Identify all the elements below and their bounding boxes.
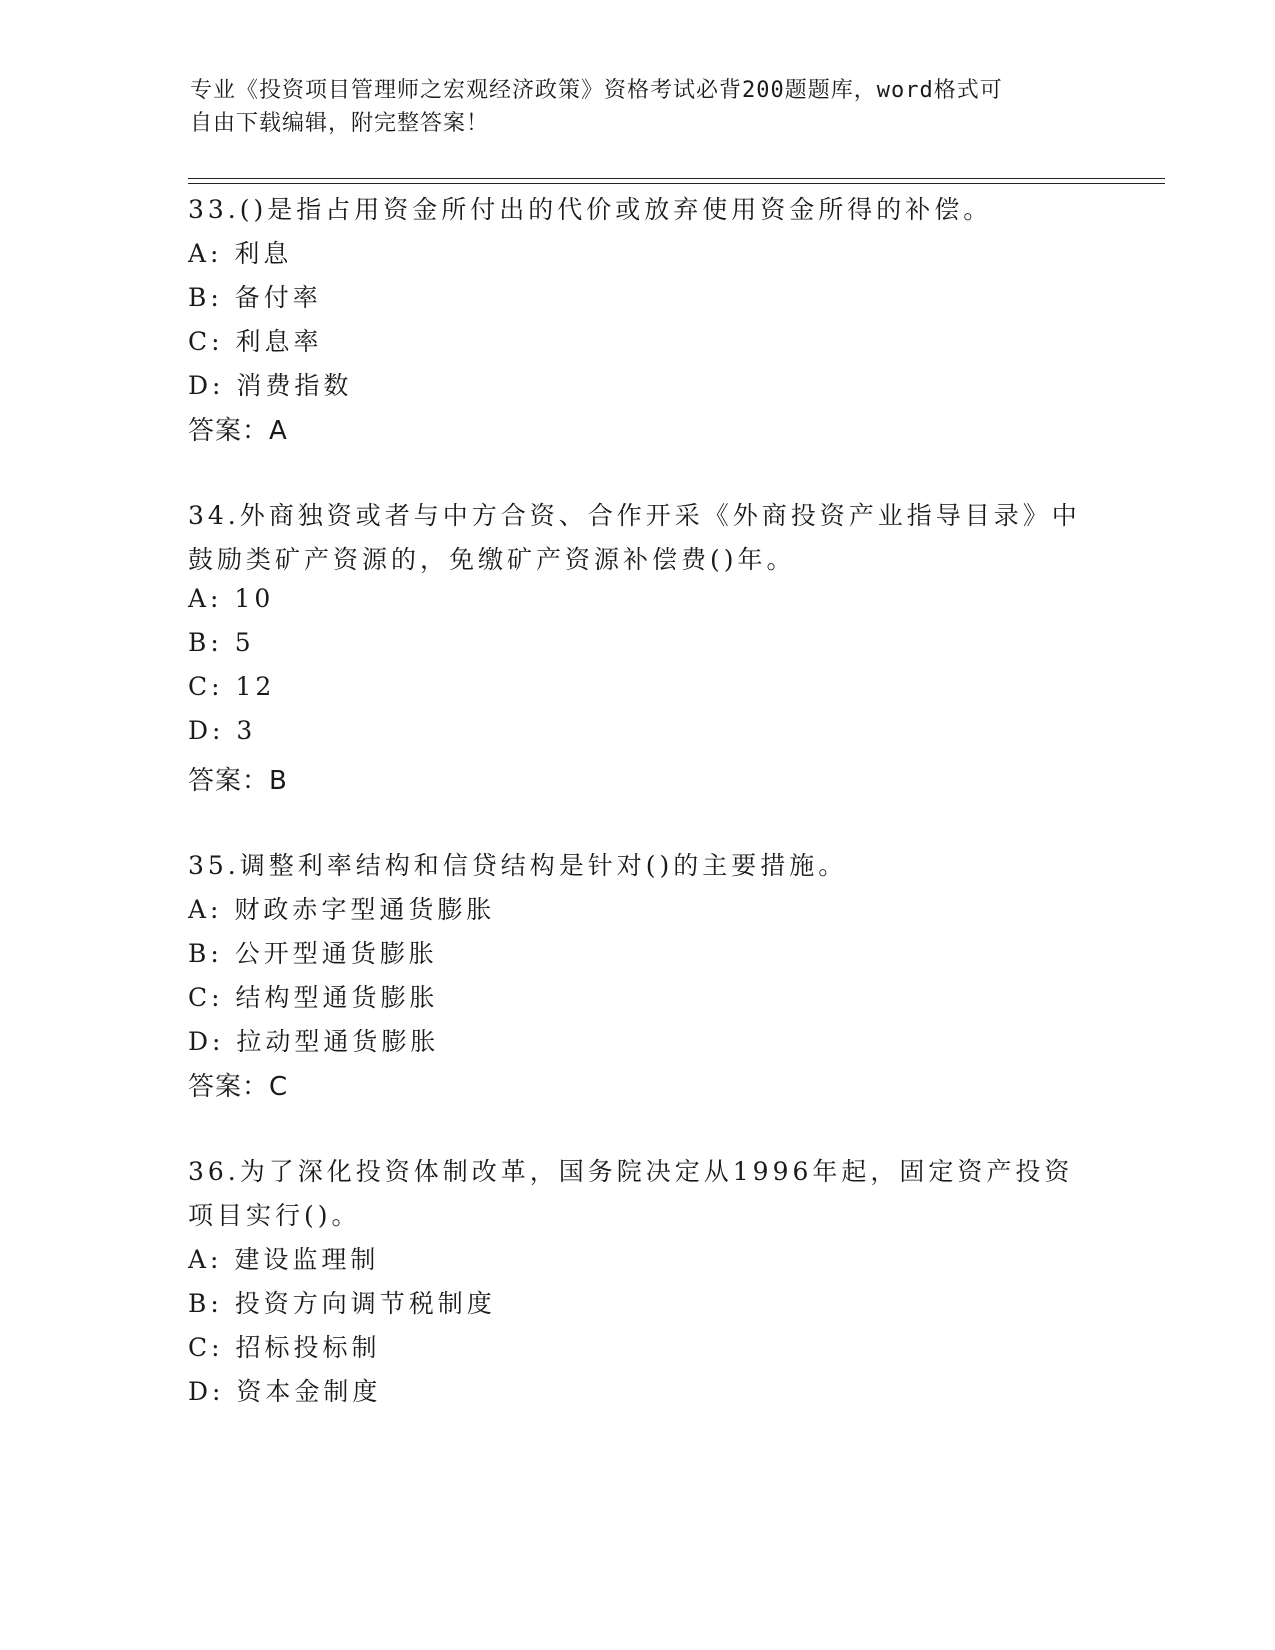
question-35-option-c: C: 结构型通货膨胀: [188, 983, 439, 1012]
question-35-option-a: A: 财政赤字型通货膨胀: [188, 895, 496, 924]
question-34-answer: 答案：B: [188, 766, 288, 796]
question-36-text-line-2: 项目实行()。: [188, 1201, 361, 1230]
question-34-text-line-2: 鼓励类矿产资源的，免缴矿产资源补偿费()年。: [188, 545, 796, 574]
question-36-option-a: A: 建设监理制: [188, 1245, 380, 1274]
header-line-2: 自由下载编辑，附完整答案！: [190, 111, 490, 136]
question-34-option-a: A: 10: [188, 584, 275, 613]
question-33-option-c: C: 利息率: [188, 327, 323, 356]
question-34-text-line-1: 34.外商独资或者与中方合资、合作开采《外商投资产业指导目录》中: [188, 501, 1081, 530]
question-36-option-c: C: 招标投标制: [188, 1333, 381, 1362]
question-34-option-c: C: 12: [188, 672, 276, 701]
question-36-option-d: D: 资本金制度: [188, 1377, 382, 1406]
question-33-option-d: D: 消费指数: [188, 371, 353, 400]
question-36-option-b: B: 投资方向调节税制度: [188, 1289, 496, 1318]
question-33-option-b: B: 备付率: [188, 283, 322, 312]
question-33-text: 33.()是指占用资金所付出的代价或放弃使用资金所得的补偿。: [188, 195, 993, 224]
document-header: [190, 74, 1070, 140]
question-33-answer: 答案：A: [188, 416, 288, 446]
question-35-text: 35.调整利率结构和信贷结构是针对()的主要措施。: [188, 851, 848, 880]
question-35-option-d: D: 拉动型通货膨胀: [188, 1027, 440, 1056]
question-33-option-a: A: 利息: [188, 239, 293, 268]
question-34-option-d: D: 3: [188, 716, 257, 745]
question-34-option-b: B: 5: [188, 628, 255, 657]
question-36-text-line-1: 36.为了深化投资体制改革，国务院决定从1996年起，固定资产投资: [188, 1157, 1074, 1186]
header-line-1: 专业《投资项目管理师之宏观经济政策》资格考试必背200题题库，word格式可: [190, 78, 1003, 103]
header-divider-top: [188, 178, 1165, 179]
header-divider-bottom: [188, 183, 1165, 184]
question-35-answer: 答案：C: [188, 1072, 289, 1102]
question-35-option-b: B: 公开型通货膨胀: [188, 939, 438, 968]
